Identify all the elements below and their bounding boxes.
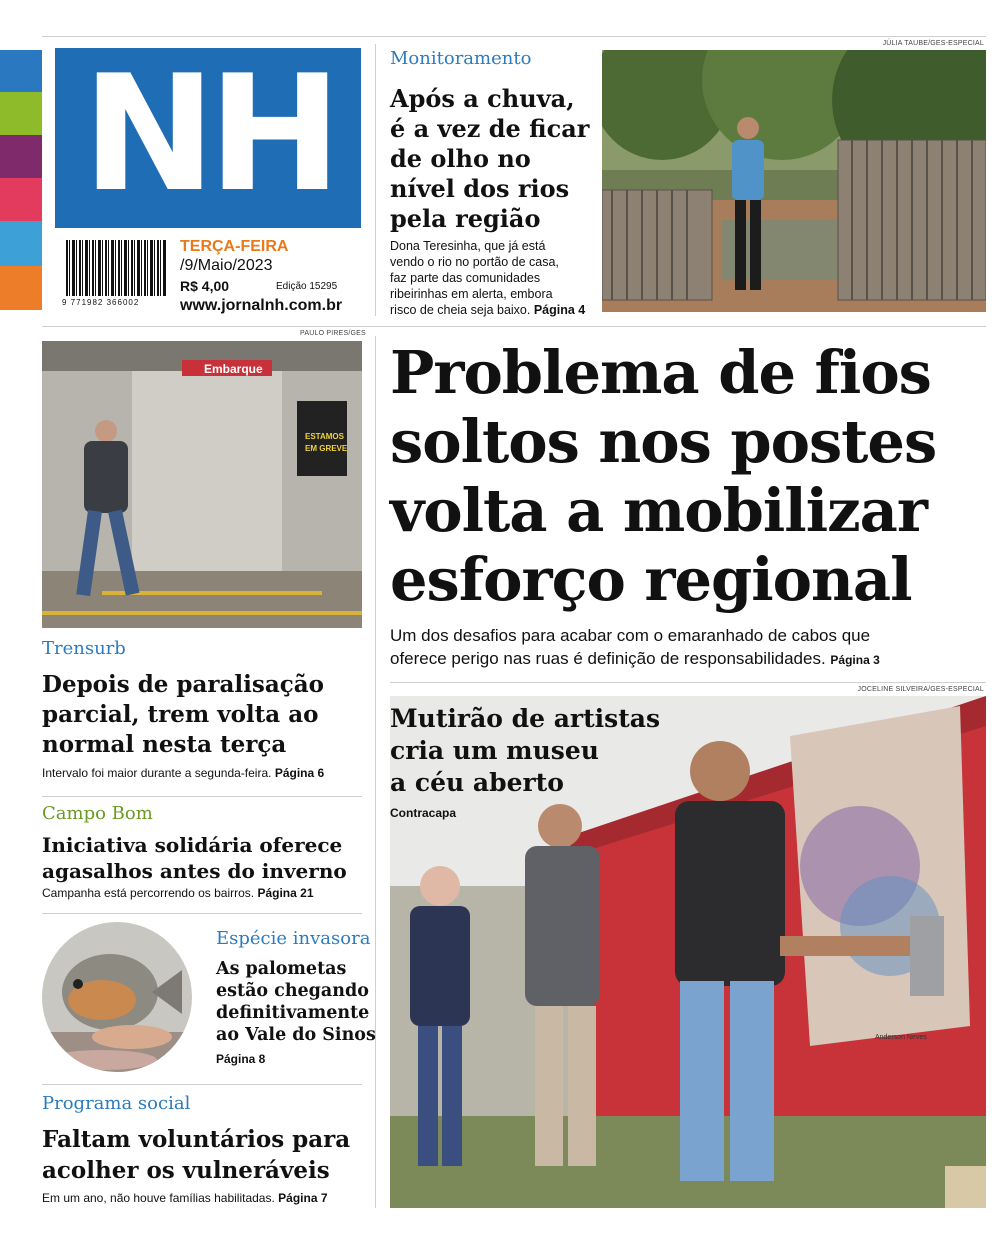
headline-line: Iniciativa solidária oferece: [42, 833, 343, 857]
section-rule-4: [42, 1084, 362, 1085]
wall-label: Anderson Neves: [875, 1034, 927, 1041]
headline-line: pela região: [390, 204, 541, 233]
mutirao-photo-credit: JOCELINE SILVEIRA/GES-ESPECIAL: [857, 686, 984, 693]
masthead-date: /9/Maio/2023: [180, 257, 273, 274]
especie-kicker: Espécie invasora: [216, 928, 371, 949]
headline-line: normal nesta terça: [42, 731, 287, 758]
summary-line: vendo o rio no portão de casa,: [390, 255, 559, 269]
headline-line: Depois de paralisação: [42, 671, 324, 698]
photo-credit: JÚLIA TAUBE/GES-ESPECIAL: [882, 40, 984, 47]
page-ref[interactable]: Página 6: [274, 766, 325, 780]
headline-line: de olho no: [390, 144, 531, 173]
especie-page: [216, 1052, 265, 1066]
color-strip-cyan: [0, 221, 42, 266]
especie-headline[interactable]: [216, 958, 376, 1046]
section-rule-3: [42, 913, 362, 914]
top-story-kicker: Monitoramento: [390, 48, 532, 69]
page-ref[interactable]: Contracapa: [390, 806, 457, 820]
page-ref[interactable]: Página 3: [830, 653, 880, 667]
page-ref[interactable]: Página 7: [278, 1191, 328, 1205]
page-ref[interactable]: Página 4: [533, 303, 586, 317]
palometa-image: [42, 922, 192, 1072]
headline-line: Problema de fios: [390, 338, 931, 407]
station-photo-image: [42, 341, 362, 628]
barcode-number: 9 771982 366002: [62, 298, 140, 307]
headline-line: Mutirão de artistas: [390, 704, 661, 733]
summary-line: Um dos desafios para acabar com o emaranhado de cabos que: [390, 626, 871, 645]
headline-line: cria um museu: [390, 736, 599, 765]
headline-line: Faltam voluntários para: [42, 1126, 351, 1153]
headline-line: estão chegando: [216, 981, 369, 1001]
trensurb-headline[interactable]: [42, 670, 324, 760]
summary-text: Intervalo foi maior durante a segunda-feira.: [42, 766, 272, 780]
color-strip-red: [0, 178, 42, 221]
top-story-headline[interactable]: [390, 84, 589, 234]
headline-line: As palometas: [216, 959, 347, 979]
barcode: [62, 240, 168, 307]
main-headline[interactable]: [390, 338, 936, 614]
summary-text: Campanha está percorrendo os bairros.: [42, 886, 255, 900]
barcode-bars: [66, 240, 166, 296]
top-story-photo[interactable]: [602, 50, 986, 312]
programa-headline[interactable]: [42, 1124, 350, 1186]
summary-line: risco de cheia seja baixo.: [390, 303, 531, 317]
top-story-summary: [390, 238, 585, 318]
fish-photo[interactable]: [42, 922, 192, 1072]
headline-line: esforço regional: [390, 545, 912, 614]
embarque-sign: Embarque: [204, 362, 263, 376]
summary-line: oferece perigo nas ruas é definição de responsabilidades.: [390, 649, 826, 668]
column-divider-main: [375, 336, 376, 1208]
strike-poster-line: ESTAMOS: [305, 432, 344, 441]
headline-line: é a vez de ficar: [390, 114, 590, 143]
programa-summary: [42, 1191, 328, 1205]
masthead-edition: Edição 15295: [276, 281, 338, 292]
section-rule-main: [390, 682, 986, 683]
color-strip-blue: [0, 50, 42, 92]
left-photo-credit: PAULO PIRES/GES: [300, 330, 366, 337]
trensurb-summary: [42, 766, 324, 780]
programa-kicker: Programa social: [42, 1093, 191, 1114]
headline-line: a céu aberto: [390, 768, 564, 797]
top-rule: [42, 36, 986, 37]
masthead-logo[interactable]: [55, 40, 361, 228]
station-photo[interactable]: [42, 341, 362, 628]
mutirao-headline[interactable]: [390, 703, 660, 799]
color-strip-green: [0, 92, 42, 135]
mutirao-page: [390, 806, 456, 820]
color-strip-purple: [0, 135, 42, 178]
headline-line: acolher os vulneráveis: [42, 1157, 330, 1184]
summary-line: ribeirinhas em alerta, embora: [390, 287, 553, 301]
riverbank-photo: [602, 50, 986, 312]
column-divider-top: [375, 44, 376, 316]
page-ref[interactable]: Página 8: [216, 1052, 266, 1066]
logo-text: NH: [82, 40, 334, 227]
campo-bom-kicker: Campo Bom: [42, 803, 153, 824]
headline-line: agasalhos antes do inverno: [42, 859, 347, 883]
page-ref[interactable]: Página 21: [257, 886, 314, 900]
summary-line: faz parte das comunidades: [390, 271, 541, 285]
trensurb-kicker: Trensurb: [42, 638, 126, 659]
headline-line: soltos nos postes: [390, 407, 937, 476]
masthead-price: R$ 4,00: [180, 278, 230, 294]
strike-poster-line: EM GREVE: [305, 444, 348, 453]
campo-bom-headline[interactable]: [42, 832, 347, 884]
masthead-website[interactable]: www.jornalnh.com.br: [180, 297, 343, 314]
color-strip-orange: [0, 266, 42, 310]
summary-line: Dona Teresinha, que já está: [390, 239, 546, 253]
summary-text: Em um ano, não houve famílias habilitadas.: [42, 1191, 275, 1205]
masthead-day: TERÇA-FEIRA: [180, 238, 289, 255]
headline-line: volta a mobilizar: [390, 476, 927, 545]
campo-bom-summary: [42, 886, 314, 900]
headline-line: ao Vale do Sinos: [216, 1025, 376, 1045]
headline-line: nível dos rios: [390, 174, 570, 203]
headline-line: parcial, trem volta ao: [42, 701, 319, 728]
section-rule-1: [42, 326, 986, 327]
section-rule-2: [42, 796, 362, 797]
headline-line: definitivamente: [216, 1003, 370, 1023]
main-summary: [390, 624, 880, 672]
headline-line: Após a chuva,: [390, 84, 575, 113]
